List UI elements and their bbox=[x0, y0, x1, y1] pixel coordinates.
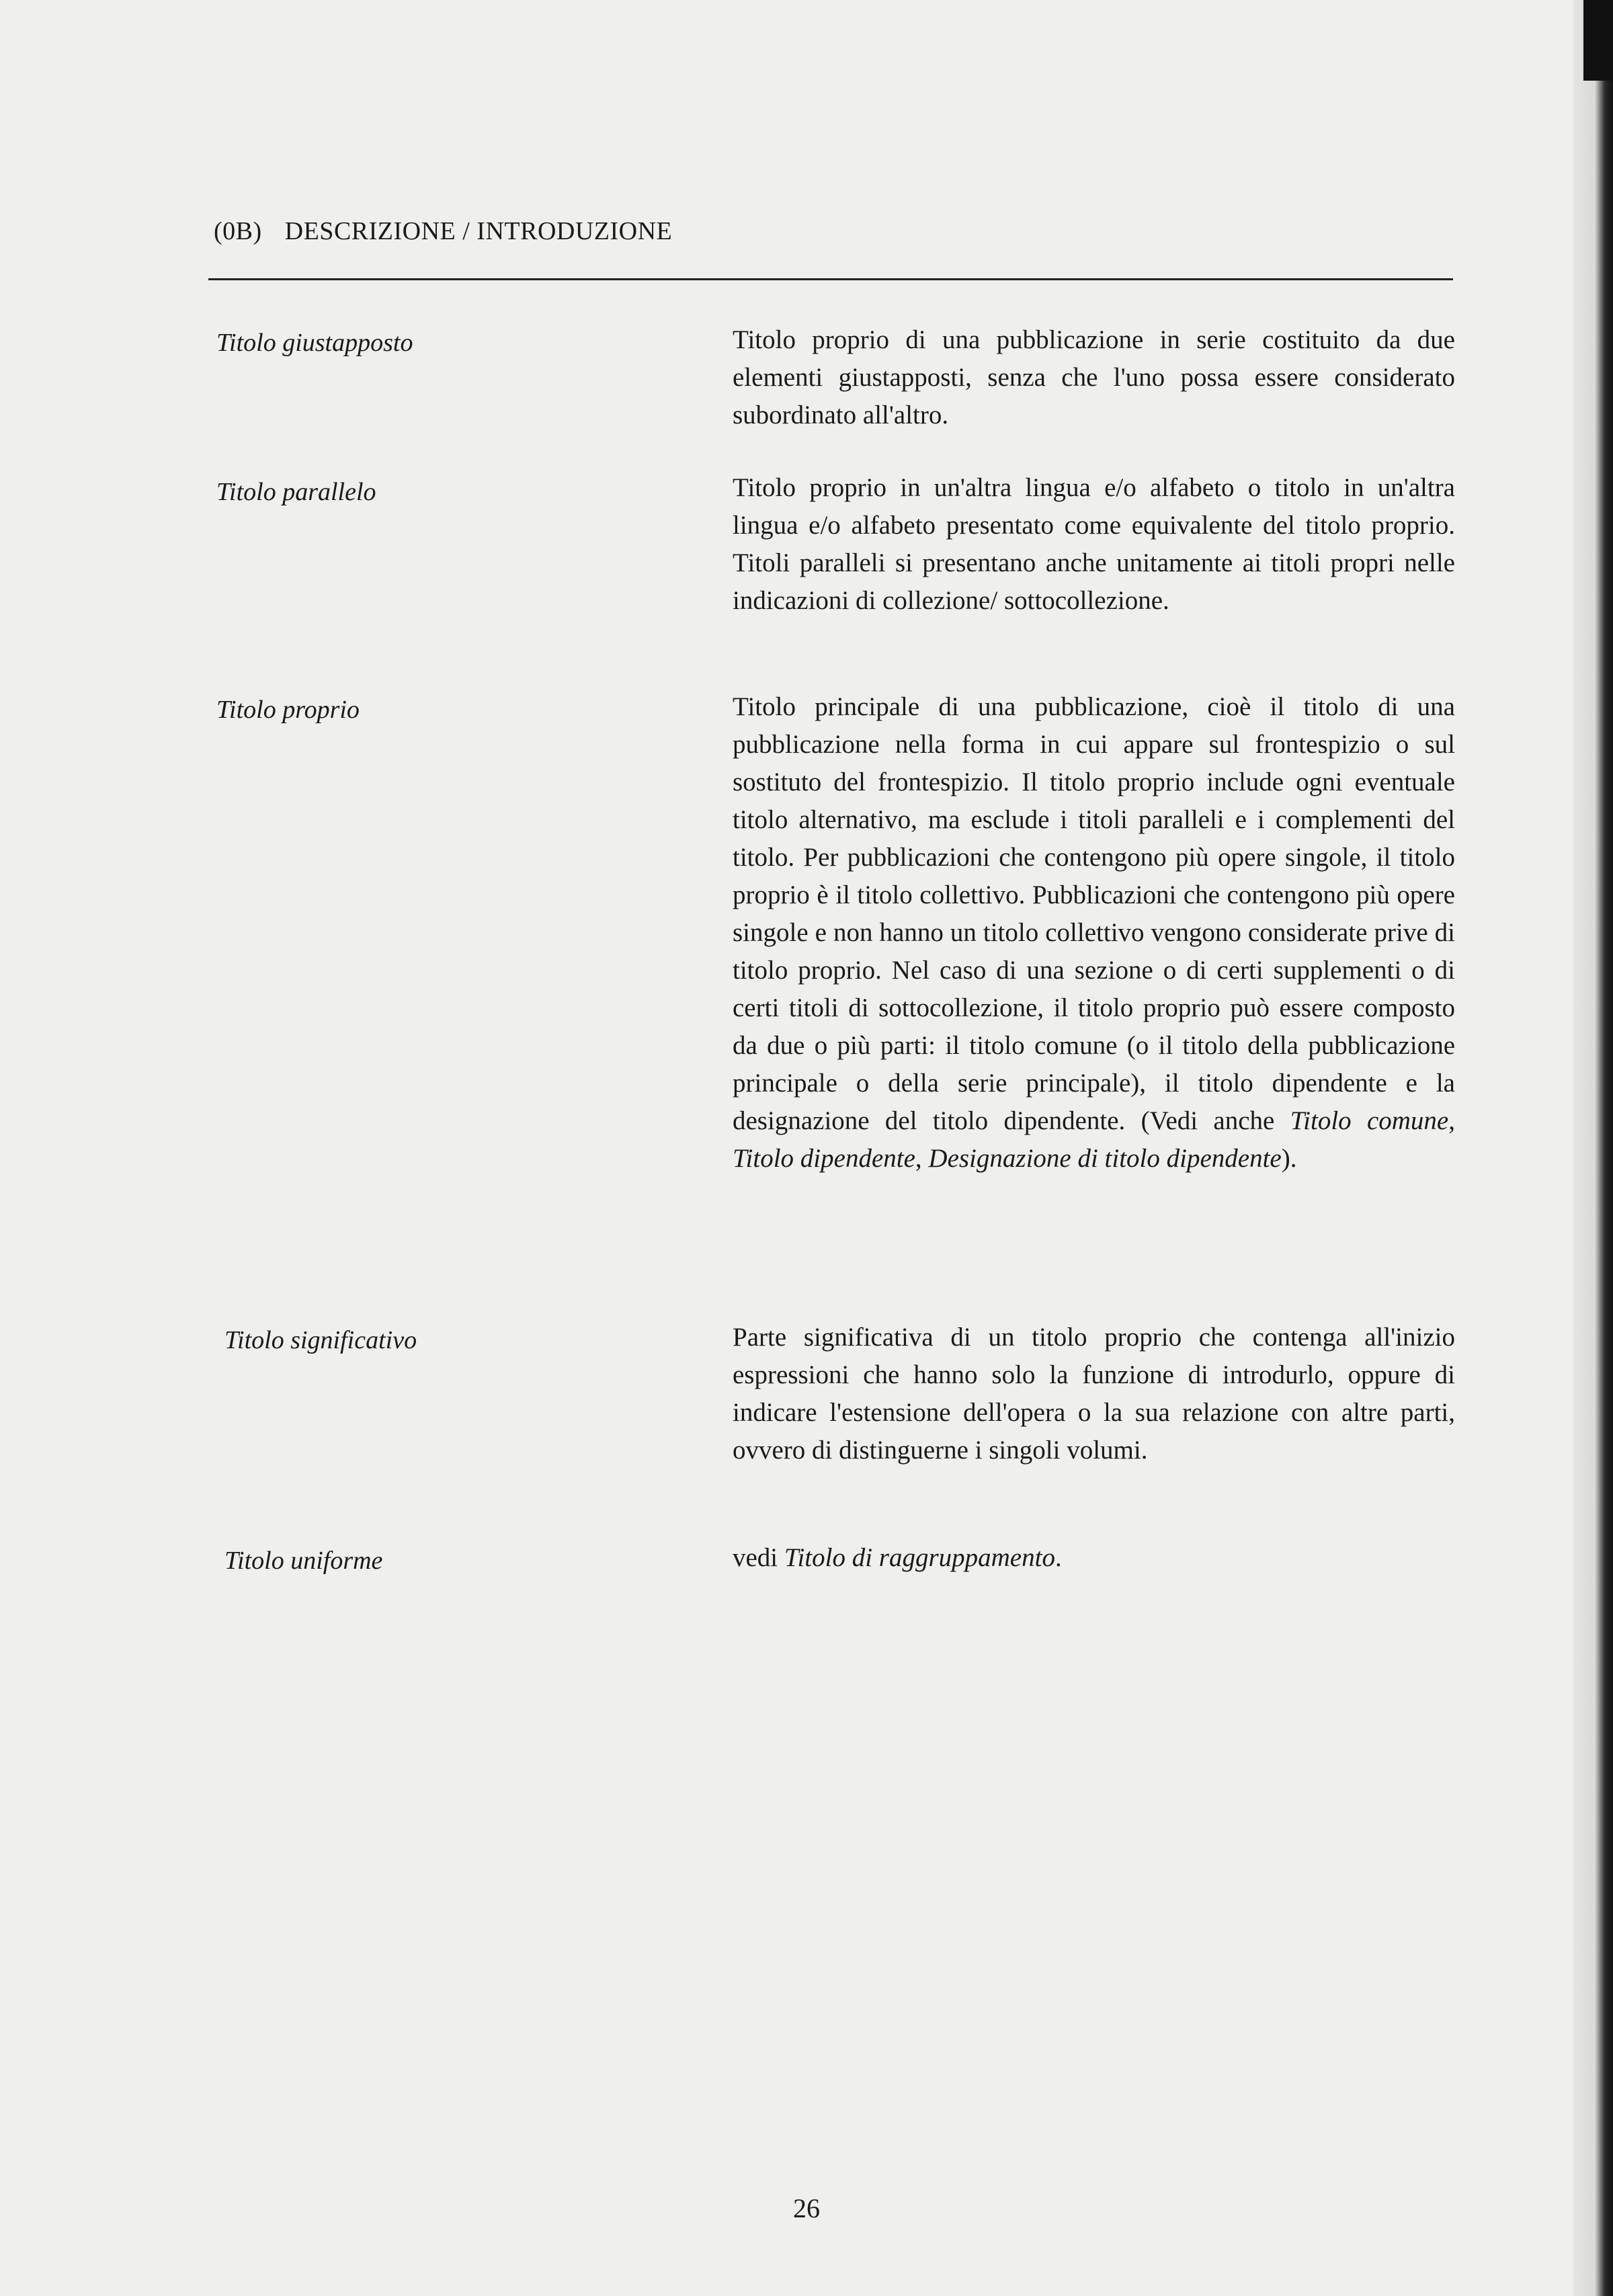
definition bbox=[733, 1539, 1455, 1577]
page-number: 26 bbox=[793, 2193, 820, 2223]
see-also-suffix: ). bbox=[1281, 1144, 1297, 1173]
see-also-ref: Titolo dipendente bbox=[733, 1144, 915, 1173]
see-also-prefix: (Vedi anche bbox=[1141, 1106, 1275, 1135]
see-also-separator: , bbox=[1448, 1106, 1455, 1135]
term: Titolo uniforme bbox=[224, 1547, 383, 1575]
page-edge-dark-corner bbox=[1583, 0, 1613, 81]
definition-text bbox=[733, 1539, 1455, 1577]
section-title: DESCRIZIONE / INTRODUZIONE bbox=[284, 217, 673, 245]
definition-text: Titolo proprio di una pubblicazione in serie costituito da due elementi giustapposti, senza che l'uno possa essere considerato subordinato all'altro. bbox=[733, 325, 1455, 429]
definition bbox=[733, 469, 1455, 620]
page-edge-shadow bbox=[1573, 0, 1613, 2296]
term: Titolo significativo bbox=[224, 1326, 417, 1354]
running-header bbox=[214, 216, 672, 246]
definition-text: Titolo proprio in un'altra lingua e/o alfabeto o titolo in un'altra lingua e/o alfabeto presentato come equivalente del titolo proprio. Titoli paralleli si presentano anche unitamente ai titoli propri nelle indicazioni di collezione/ sottocollezione. bbox=[733, 473, 1455, 615]
definition bbox=[733, 321, 1455, 434]
see-also-ref: Titolo comune bbox=[1290, 1106, 1449, 1135]
definition bbox=[733, 1319, 1455, 1469]
definition-body: Titolo principale di una pubblicazione, cioè il titolo di una pubblicazione nella forma in cui appare sul frontespizio o sul sostituto del frontespizio. Il titolo proprio include ogni eventuale titolo alternativo, ma esclude i titoli paralleli e i complementi del titolo. Per pubblicazioni che contengono più opere singole, il titolo proprio è il titolo collettivo. Pubblicazioni che contengono più opere singole e non hanno un titolo collettivo vengono considerate prive di titolo proprio. Nel caso di una sezione o di certi supplementi o di certi titoli di sottocollezione, il titolo proprio può essere composto da due o più parti: il titolo comune (o il titolo della pubblicazione principale o della serie principale), il titolo dipendente e la designazione del titolo dipendente. bbox=[733, 692, 1455, 1135]
definition-text: Parte significativa di un titolo proprio che contenga all'inizio espressioni che hanno solo la funzione di introdurlo, oppure di indicare l'estensione dell'opera o la sua relazione con altre parti, ovvero di distinguerne i singoli volumi. bbox=[733, 1323, 1455, 1465]
see-ref: Titolo di raggruppamento bbox=[784, 1543, 1055, 1572]
term: Titolo proprio bbox=[216, 696, 360, 724]
definition-text bbox=[733, 688, 1455, 1178]
definition-prefix: vedi bbox=[733, 1543, 784, 1572]
term: Titolo giustapposto bbox=[216, 329, 413, 357]
term: Titolo parallelo bbox=[216, 478, 376, 506]
see-also-ref: Designazione di titolo dipendente bbox=[928, 1144, 1282, 1173]
definition-suffix: . bbox=[1054, 1543, 1062, 1572]
definition bbox=[733, 688, 1455, 1178]
header-rule bbox=[208, 278, 1453, 280]
section-code: (0B) bbox=[214, 217, 262, 245]
see-also-separator: , bbox=[915, 1144, 929, 1173]
